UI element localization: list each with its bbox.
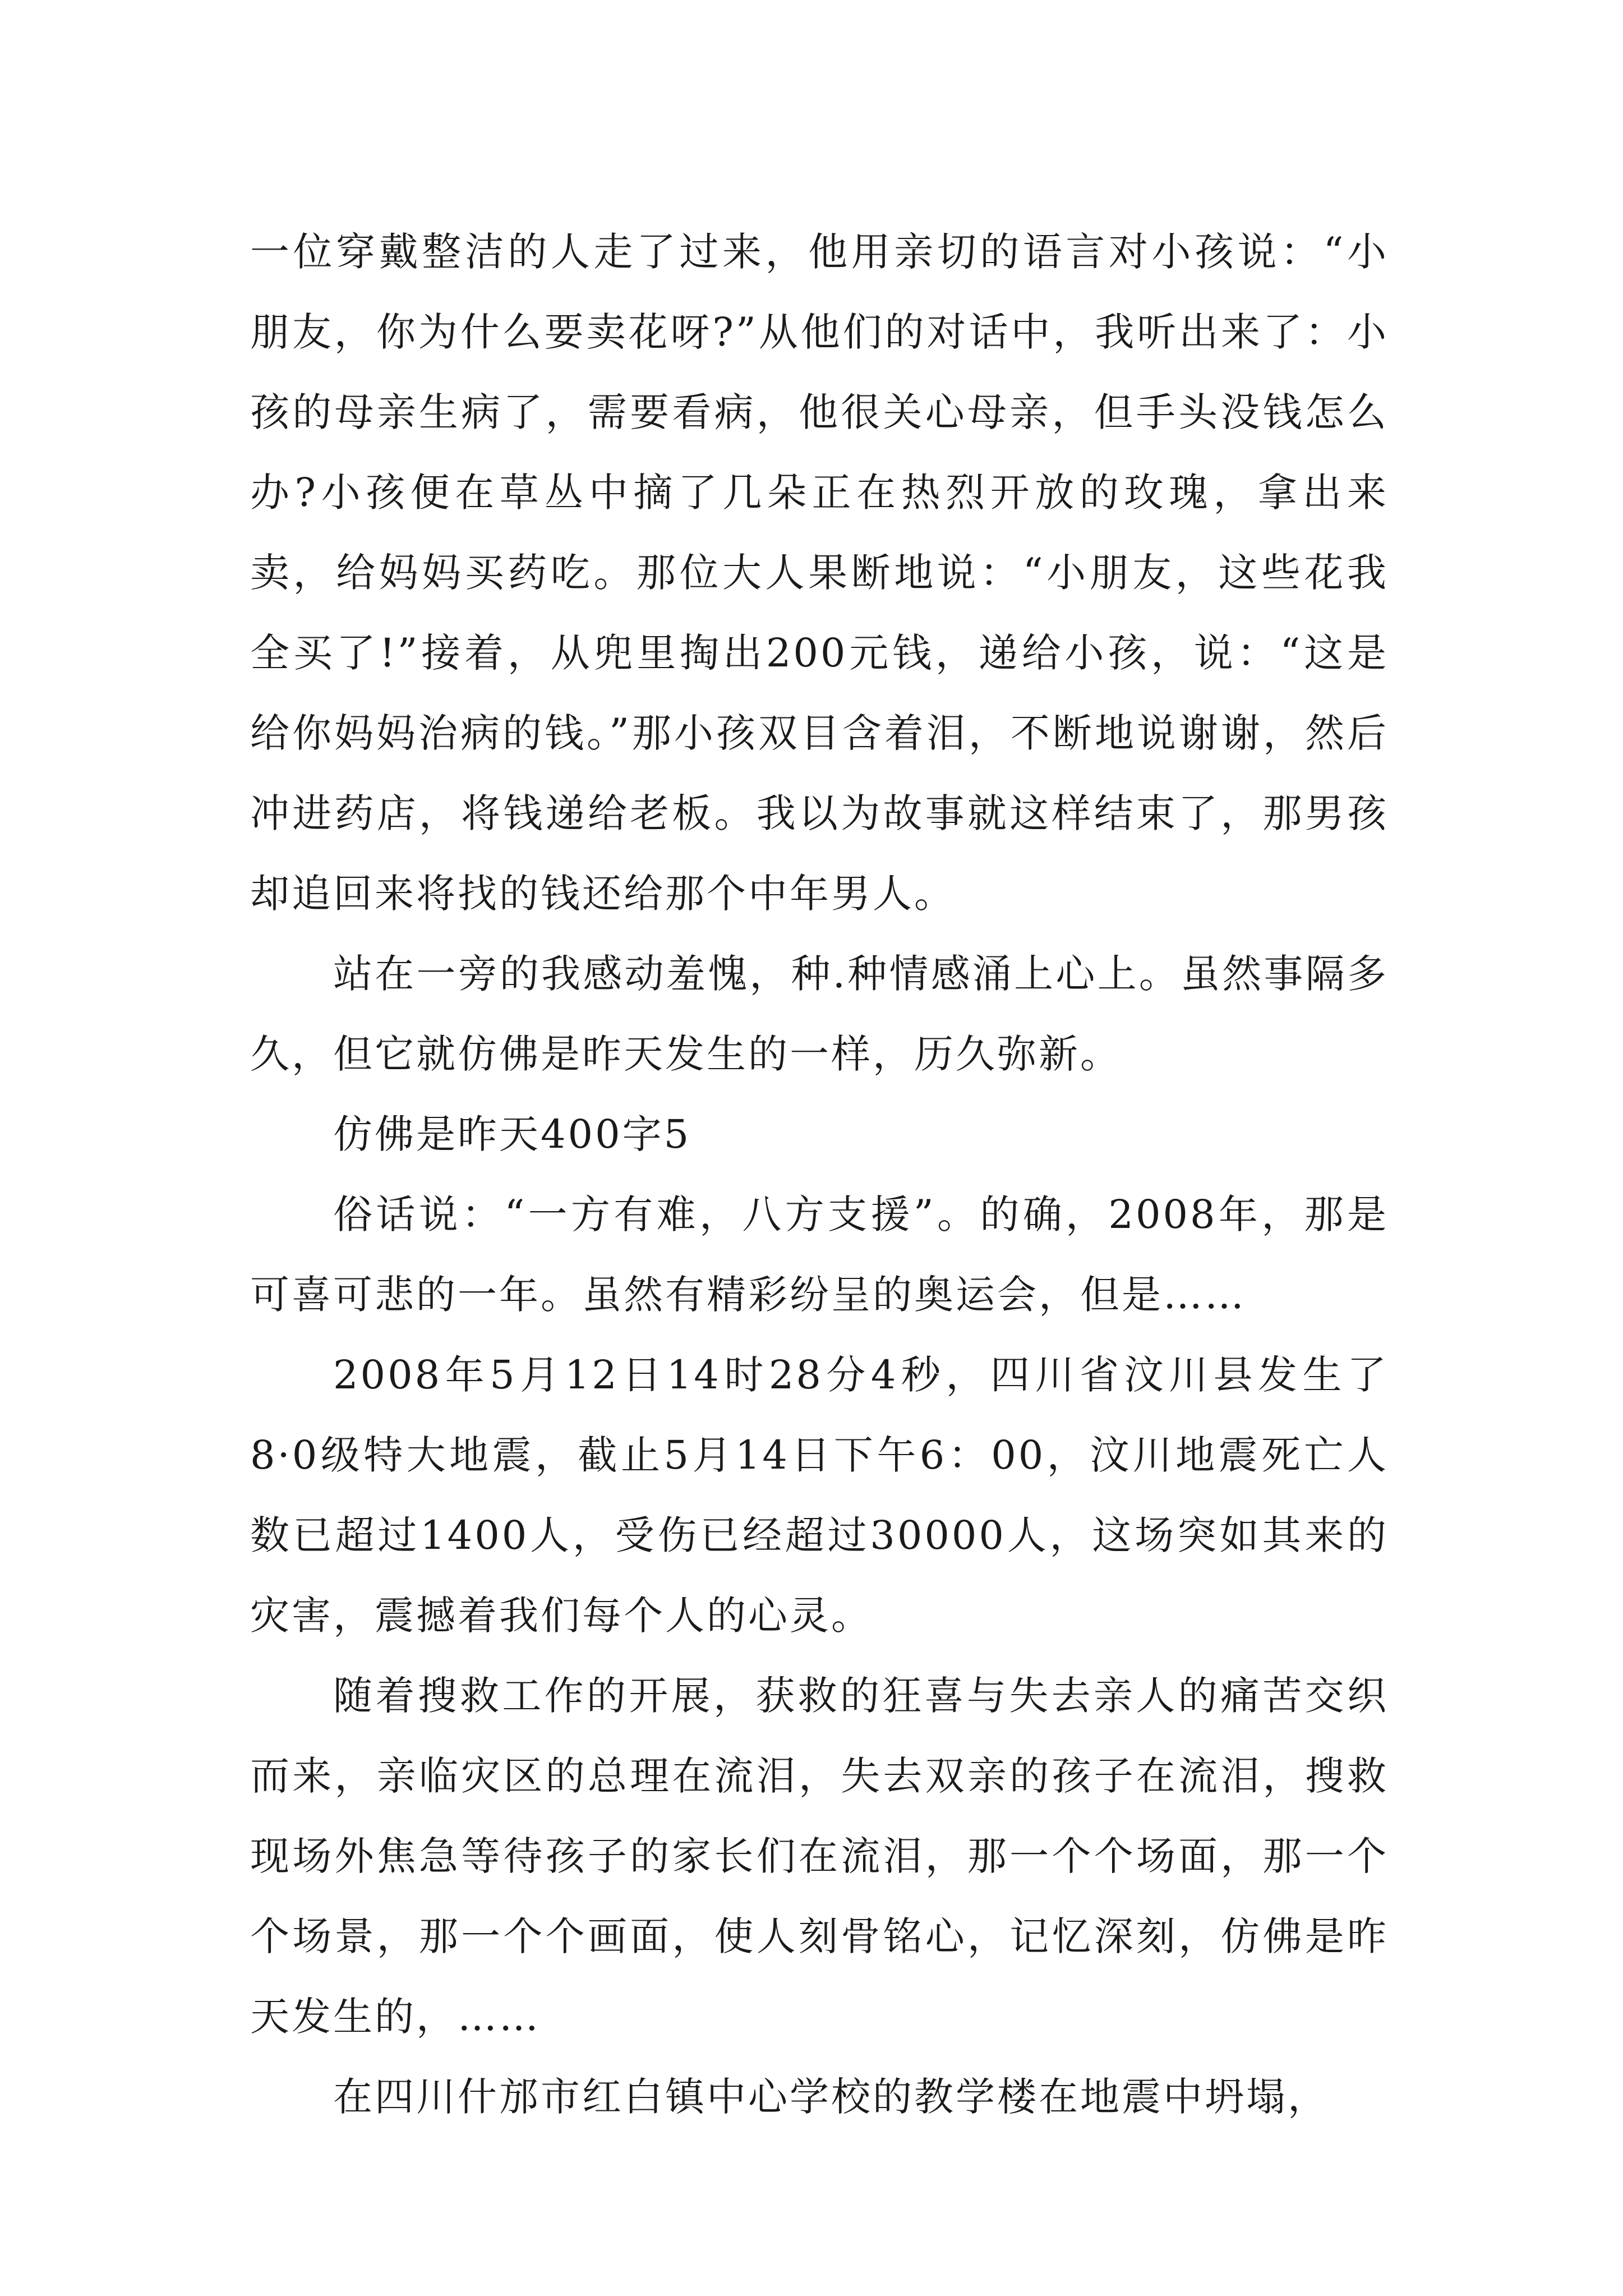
document-body <box>250 212 1389 2137</box>
paragraph-rescue-scenes: 随着搜救工作的开展，获救的狂喜与失去亲人的痛苦交织而来，亲临灾区的总理在流泪，失去双亲的孩子在流泪，搜救现场外焦急等待孩子的家长们在流泪，那一个个场面，那一个个场景，那一个个画面，使人刻骨铭心，记忆深刻，仿佛是昨天发生的，…… <box>250 1673 1389 2040</box>
section-heading: 仿佛是昨天400字5 <box>333 1111 691 1157</box>
paragraph-proverb: 俗话说：“一方有难，八方支援”。的确，2008年，那是可喜可悲的一年。虽然有精彩纷呈的奥运会，但是…… <box>250 1191 1389 1318</box>
paragraph-school-collapse: 在四川什邡市红白镇中心学校的教学楼在地震中坍塌， <box>333 2074 1329 2120</box>
paragraph-reflection: 站在一旁的我感动羞愧，种.种情感涌上心上。虽然事隔多久，但它就仿佛是昨天发生的一样，历久弥新。 <box>250 951 1389 1077</box>
paragraph-earthquake-facts: 2008年5月12日14时28分4秒，四川省汶川县发生了8·0级特大地震，截止5月14日下午6：00，汶川地震死亡人数已超过1400人，受伤已经超过30000人，这场突如其来的灾害，震撼着我们每个人的心灵。 <box>250 1352 1389 1639</box>
paragraph-story-continuation: 一位穿戴整洁的人走了过来，他用亲切的语言对小孩说：“小朋友，你为什么要卖花呀?”从他们的对话中，我听出来了：小孩的母亲生病了，需要看病，他很关心母亲，但手头没钱怎么办?小孩便在草丛中摘了几朵正在热烈开放的玫瑰，拿出来卖，给妈妈买药吃。那位大人果断地说：“小朋友，这些花我全买了!”接着，从兜里掏出200元钱，递给小孩，说：“这是给你妈妈治病的钱。”那小孩双目含着泪，不断地说谢谢，然后冲进药店，将钱递给老板。我以为故事就这样结束了，那男孩却追回来将找的钱还给那个中年男人。 <box>250 229 1389 917</box>
